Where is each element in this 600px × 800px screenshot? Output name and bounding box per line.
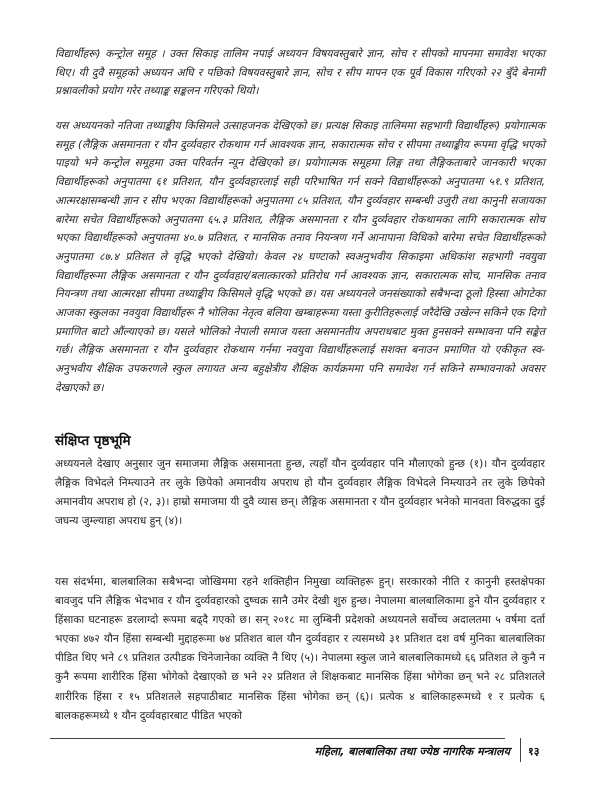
intro-continued-text: विद्यार्थीहरू) कन्ट्रोल समूह । उक्त सिकाइ तालिम नपाई अध्ययन विषयवस्तुबारे ज्ञान, सोच र सीपको मापनमा समावेश भएका थिए। यी दुवै समूहको अध्ययन अघि र पछिको विषयवस्तुबारे ज्ञान, सोच र सीप मापन एक पूर्व विकास गरिएको २२ बुँदे बेनामी प्रश्नावलीको प्रयोग गरेर तथ्याङ्क सङ्कलन गरिएको थियो। <box>55 48 545 98</box>
results-text: यस अध्ययनको नतिजा तथ्याङ्कीय किसिमले उत्साहजनक देखिएको छ। प्रत्यक्ष सिकाइ तालिममा सहभागी विद्यार्थीहरू) प्रयोगात्मक समूह (लैङ्गिक असमानता र यौन दुर्व्यवहार रोकथाम गर्न आवश्यक ज्ञान, सकारात्मक सोच र सीपमा तथ्याङ्कीय रूपमा वृद्धि भएको पाइयो भने कन्ट्रोल समूहमा उक्त परिवर्तन न्यून देखिएको छ। प्रयोगात्मक समूहमा लिङ्ग तथा लैङ्गिकताबारे जानकारी भएका विद्यार्थीहरूको अनुपातमा ६१ प्रतिशत, यौन दुर्व्यवहारलाई सही परिभाषित गर्न सक्ने विद्यार्थीहरूको अनुपातमा ५१.९ प्रतिशत, आत्मरक्षासम्बन्धी ज्ञान र सीप भएका विद्यार्थीहरूको अनुपातमा ८५ प्रतिशत, यौन दुर्व्यवहार सम्बन्धी उजुरी तथा कानुनी सजायका बारेमा सचेत विद्यार्थीहरूको अनुपातमा ६५.३ प्रतिशत, लैङ्गिक असमानता र यौन दुर्व्यवहार रोकथामका लागि सकारात्मक सोच भएका विद्यार्थीहरूको अनुपातमा ४०.७ प्रतिशत, र मानसिक तनाव नियन्त्रण गर्ने आनापाना विधिको बारेमा सचेत विद्यार्थीहरूको अनुपातमा ८७.४ प्रतिशत ले वृद्धि भएको देखियो। केवल २४ घण्टाको स्वअनुभवीय सिकाइमा अधिकांश सहभागी नवयुवा विद्यार्थीहरूमा लैङ्गिक असमानता र यौन दुर्व्यवहार/बलात्कारको प्रतिरोध गर्न आवश्यक ज्ञान, सकारात्मक सोच, मानसिक तनाव नियन्त्रण तथा आत्मरक्षा सीपमा तथ्याङ्कीय किसिमले वृद्धि भएको छ। यस अध्ययनले जनसंख्याको सबैभन्दा ठूलो हिस्सा ओगटेका आजका स्कुलका नवयुवा विद्यार्थीहरू नै भोलिका नेतृत्व बलिया खम्बाहरूमा यस्ता कुरीतिहरूलाई जरैदेखि उखेल्न सकिने एक दिगो प्रमाणित बाटो औंल्याएको छ। यसले भोलिको नेपाली समाज यस्ता असमानतीय अपराधबाट मुक्त हुनसक्ने सम्भावना पनि सङ्केत गर्छ। लैङ्गिक असमानता र यौन दुर्व्यवहार रोकथाम गर्नमा नवयुवा विद्यार्थीहरूलाई सशक्त बनाउन प्रमाणित यो एकीकृत स्व-अनुभवीय शैक्षिक उपकरणले स्कुल लगायत अन्य बहुक्षेत्रीय शैक्षिक कार्यक्रममा पनि समावेश गर्न सकिने सम्भावनाको अवसर देखाएको छ। <box>55 120 545 394</box>
footer-rule <box>50 738 505 739</box>
background-text-2: यस संदर्भमा, बालबालिका सबैभन्दा जोखिममा रहने शक्तिहीन निमुखा व्यक्तिहरू हुन्। सरकारको नीति र कानुनी हस्तक्षेपका बावजुद पनि लैङ्गिक भेदभाव र यौन दुर्व्यवहारको दुष्चक्र सानै उमेर देखी शुरु हुन्छ। नेपालमा बालबालिकामा हुने यौन दुर्व्यवहार र हिंसाका घटनाहरू डरलाग्दो रूपमा बढ्दै गएको छ। सन् २०१८ मा लुम्बिनी प्रदेशको अध्ययनले सर्वोच्च अदालतमा ५ वर्षमा दर्ता भएका ४७२ यौन हिंसा सम्बन्धी मुद्दाहरूमा ७४ प्रतिशत बाल यौन दुर्व्यवहार र त्यसमध्ये ३१ प्रतिशत दश वर्ष मुनिका बालबालिका पीडित थिए भने ८९ प्रतिशत उत्पीडक चिनेजानेका व्यक्ति नै थिए (५)। नेपालमा स्कुल जाने बालबालिकामध्ये ६६ प्रतिशत ले कुनै न कुनै रूपमा शारीरिक हिंसा भोगेको देखाएको छ भने २२ प्रतिशत ले शिक्षकबाट मानसिक हिंसा भोगेका छन् भने २८ प्रतिशतले शारीरिक हिंसा र १५ प्रतिशतले सहपाठीबाट मानसिक हिंसा भोगेका छन् (६)। प्रत्येक ४ बालिकाहरूमध्ये १ र प्रत्येक ६ बालकहरूमध्ये १ यौन दुर्व्यवहारबाट पीडित भएको <box>55 576 545 722</box>
background-paragraph-1 <box>55 455 545 531</box>
results-paragraph <box>55 117 545 398</box>
background-text-1: अध्ययनले देखाए अनुसार जुन समाजमा लैङ्गिक असमानता हुन्छ, त्यहाँ यौन दुर्व्यवहार पनि मौलाएको हुन्छ (१)। यौन दुर्व्यवहार लैङ्गिक विभेदले निम्त्याउने तर लुके छिपेको अमानवीय अपराध हो यौन दुर्व्यवहार लैङ्गिक विभेदले निम्त्याउने तर लुके छिपेको अमानवीय अपराध हो (२, ३)। हाम्रो समाजमा यी दुवै व्यास छन्। लैङ्गिक असमानता र यौन दुर्व्यवहार भनेको मानवता विरुद्धका दुई जघन्य जुम्ल्याहा अपराध हुन् (४)। <box>55 458 545 528</box>
intro-continued-paragraph <box>55 45 545 101</box>
footer-separator <box>520 738 521 762</box>
page-number: १३ <box>528 745 540 758</box>
background-paragraph-2 <box>55 573 545 726</box>
footer-ministry-name: महिला, बालबालिका तथा ज्येष्ठ नागरिक मन्त्रालय <box>314 745 510 758</box>
section-heading: संक्षिप्त पृष्ठभूमि <box>55 433 131 449</box>
